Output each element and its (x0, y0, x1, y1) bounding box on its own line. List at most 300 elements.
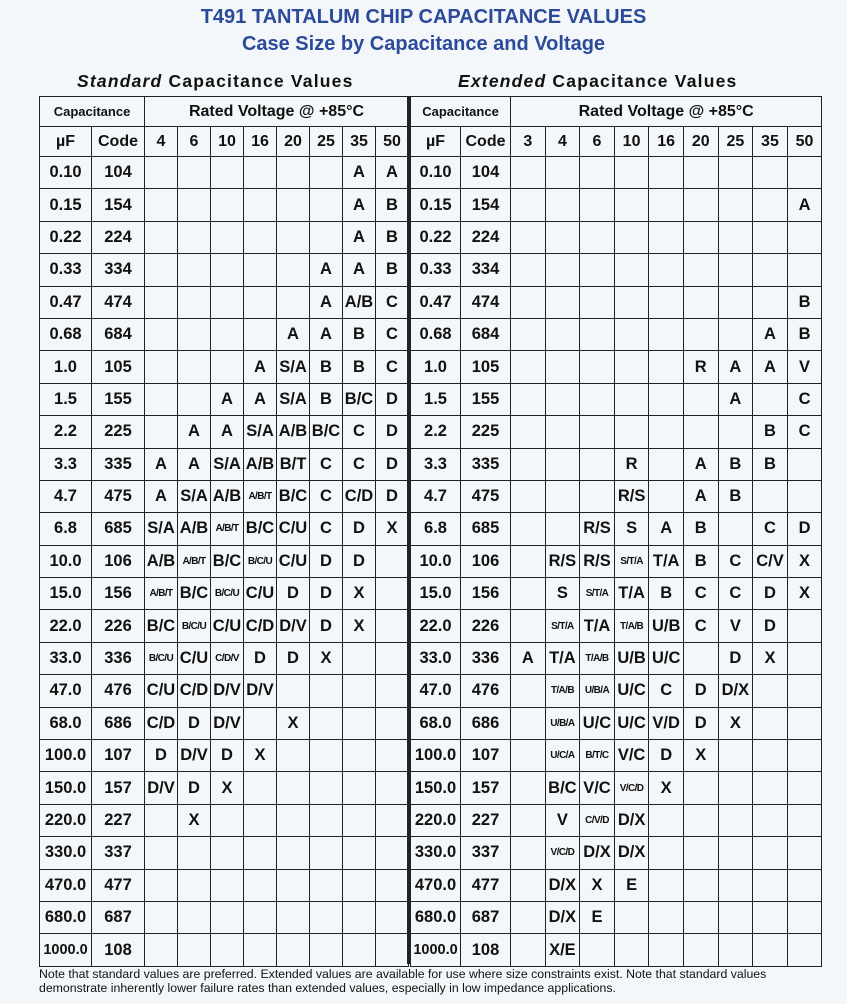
case-size-cell: B (753, 416, 788, 448)
case-size-cell (787, 740, 822, 772)
table-row (411, 804, 822, 836)
case-size-cell: X/E (545, 934, 580, 966)
case-size-cell (580, 254, 615, 286)
table-row (40, 189, 409, 221)
case-size-cell: A (511, 642, 546, 674)
case-size-cell (310, 837, 343, 869)
case-size-cell (178, 869, 211, 901)
case-size-cell (244, 837, 277, 869)
capacitance-code: 476 (92, 675, 145, 707)
case-size-cell: B/C/U (211, 578, 244, 610)
case-size-cell: X (211, 772, 244, 804)
case-size-cell (614, 318, 649, 350)
case-size-cell: B/C (310, 416, 343, 448)
case-size-cell (277, 675, 310, 707)
rated-voltage-header: Rated Voltage @ +85°C (145, 97, 409, 127)
case-size-cell: S (545, 578, 580, 610)
voltage-column-header: 35 (343, 127, 376, 157)
case-size-cell: A (343, 221, 376, 253)
case-size-cell (718, 837, 753, 869)
case-size-cell (649, 837, 684, 869)
table-row (411, 189, 822, 221)
case-size-cell: B/C/U (145, 642, 178, 674)
case-size-cell: C (310, 480, 343, 512)
case-size-cell: D/X (614, 837, 649, 869)
case-size-cell (277, 772, 310, 804)
voltage-column-header: 6 (178, 127, 211, 157)
extended-heading-italic: Extended (458, 71, 547, 91)
case-size-cell (145, 934, 178, 966)
table-row (411, 642, 822, 674)
case-size-cell: D/V (211, 707, 244, 739)
case-size-cell: D (310, 578, 343, 610)
voltage-column-header: 3 (511, 127, 546, 157)
case-size-cell: T/A (614, 578, 649, 610)
case-size-cell (580, 480, 615, 512)
capacitance-value: 4.7 (411, 480, 461, 512)
capacitance-code: 686 (461, 707, 511, 739)
case-size-cell (211, 157, 244, 189)
table-row (40, 869, 409, 901)
case-size-cell (310, 869, 343, 901)
standard-table (39, 96, 409, 967)
capacitance-header: Capacitance (40, 97, 145, 127)
table-row (40, 610, 409, 642)
capacitance-code: 685 (461, 513, 511, 545)
case-size-cell (511, 610, 546, 642)
footnote: Note that standard values are preferred. Extended values are available for use where size constraints exist. Note that standard values demonstrate inherently lower failure rates than extended values, especially in low impedance applications. (39, 967, 767, 995)
case-size-cell (277, 869, 310, 901)
case-size-cell (145, 157, 178, 189)
case-size-cell (787, 934, 822, 966)
case-size-cell (211, 221, 244, 253)
case-size-cell (511, 740, 546, 772)
case-size-cell: T/A/B (580, 642, 615, 674)
case-size-cell: S/A (178, 480, 211, 512)
table-row (411, 448, 822, 480)
case-size-cell: S (614, 513, 649, 545)
capacitance-code: 686 (92, 707, 145, 739)
case-size-cell (649, 221, 684, 253)
case-size-cell (787, 480, 822, 512)
capacitance-value: 680.0 (40, 901, 92, 933)
case-size-cell: D (343, 545, 376, 577)
table-row (411, 837, 822, 869)
case-size-cell (753, 383, 788, 415)
case-size-cell: V/D (649, 707, 684, 739)
extended-heading (458, 71, 737, 92)
case-size-cell: V (545, 804, 580, 836)
case-size-cell (614, 157, 649, 189)
case-size-cell (211, 804, 244, 836)
case-size-cell: X (580, 869, 615, 901)
case-size-cell: A/B/T (145, 578, 178, 610)
case-size-cell (376, 869, 409, 901)
standard-heading (77, 71, 354, 92)
case-size-cell (343, 804, 376, 836)
voltage-column-header: 10 (614, 127, 649, 157)
case-size-cell (718, 286, 753, 318)
table-row (411, 480, 822, 512)
case-size-cell (145, 837, 178, 869)
case-size-cell (753, 740, 788, 772)
case-size-cell (718, 740, 753, 772)
case-size-cell (178, 383, 211, 415)
case-size-cell (376, 642, 409, 674)
case-size-cell: D (376, 480, 409, 512)
table-row (411, 934, 822, 966)
table-row (40, 221, 409, 253)
case-size-cell: B (718, 480, 753, 512)
capacitance-code: 157 (461, 772, 511, 804)
capacitance-code: 687 (461, 901, 511, 933)
capacitance-code: 154 (92, 189, 145, 221)
case-size-cell: U/B (649, 610, 684, 642)
code-header: Code (92, 127, 145, 157)
page-title: T491 TANTALUM CHIP CAPACITANCE VALUES (200, 6, 647, 28)
case-size-cell (787, 157, 822, 189)
voltage-column-header: 50 (376, 127, 409, 157)
capacitance-value: 1.0 (40, 351, 92, 383)
case-size-cell (753, 286, 788, 318)
case-size-cell (753, 480, 788, 512)
case-size-cell: B/C (244, 513, 277, 545)
capacitance-code: 684 (92, 318, 145, 350)
voltage-column-header: 4 (545, 127, 580, 157)
case-size-cell (718, 804, 753, 836)
case-size-cell (545, 480, 580, 512)
case-size-cell: A (343, 189, 376, 221)
case-size-cell (511, 804, 546, 836)
case-size-cell: B/C (343, 383, 376, 415)
capacitance-code: 224 (92, 221, 145, 253)
case-size-cell: X (343, 578, 376, 610)
page-subtitle: Case Size by Capacitance and Voltage (241, 33, 606, 55)
case-size-cell (787, 804, 822, 836)
case-size-cell: A/B/T (178, 545, 211, 577)
case-size-cell: X (310, 642, 343, 674)
case-size-cell (787, 675, 822, 707)
case-size-cell: C/D (145, 707, 178, 739)
case-size-cell (683, 869, 718, 901)
case-size-cell: D/X (614, 804, 649, 836)
case-size-cell (310, 675, 343, 707)
case-size-cell: U/C (580, 707, 615, 739)
case-size-cell (683, 221, 718, 253)
case-size-cell (145, 286, 178, 318)
case-size-cell: U/C (614, 707, 649, 739)
case-size-cell (343, 707, 376, 739)
capacitance-value: 22.0 (411, 610, 461, 642)
case-size-cell: C (310, 513, 343, 545)
case-size-cell (718, 157, 753, 189)
case-size-cell (614, 189, 649, 221)
table-row (411, 610, 822, 642)
case-size-cell: D/X (545, 869, 580, 901)
case-size-cell (343, 837, 376, 869)
case-size-cell (376, 675, 409, 707)
case-size-cell (244, 157, 277, 189)
case-size-cell (649, 480, 684, 512)
table-row (411, 383, 822, 415)
case-size-cell (545, 221, 580, 253)
capacitance-value: 3.3 (411, 448, 461, 480)
case-size-cell: C/U (211, 610, 244, 642)
case-size-cell (753, 804, 788, 836)
case-size-cell (211, 869, 244, 901)
case-size-cell (545, 254, 580, 286)
case-size-cell: C (787, 416, 822, 448)
case-size-cell (511, 675, 546, 707)
case-size-cell (683, 837, 718, 869)
capacitance-code: 335 (92, 448, 145, 480)
case-size-cell (178, 157, 211, 189)
case-size-cell (244, 804, 277, 836)
case-size-cell: A (145, 448, 178, 480)
unit-header: µF (40, 127, 92, 157)
case-size-cell (376, 610, 409, 642)
case-size-cell: A (244, 383, 277, 415)
capacitance-value: 100.0 (411, 740, 461, 772)
case-size-cell: B (310, 383, 343, 415)
case-size-cell (343, 740, 376, 772)
capacitance-code: 155 (461, 383, 511, 415)
capacitance-value: 150.0 (411, 772, 461, 804)
case-size-cell: C/U (244, 578, 277, 610)
table-row (411, 416, 822, 448)
case-size-cell (310, 740, 343, 772)
case-size-cell (683, 901, 718, 933)
table-row (40, 740, 409, 772)
case-size-cell (718, 772, 753, 804)
capacitance-code: 225 (461, 416, 511, 448)
case-size-cell: T/A (580, 610, 615, 642)
case-size-cell (511, 545, 546, 577)
capacitance-code: 108 (461, 934, 511, 966)
capacitance-code: 335 (461, 448, 511, 480)
case-size-cell: X (343, 610, 376, 642)
case-size-cell: U/B/A (580, 675, 615, 707)
case-size-cell (310, 157, 343, 189)
table-divider (407, 96, 410, 964)
case-size-cell: X (178, 804, 211, 836)
case-size-cell: C/U (178, 642, 211, 674)
case-size-cell: S/T/A (545, 610, 580, 642)
case-size-cell (376, 901, 409, 933)
case-size-cell (683, 804, 718, 836)
voltage-column-header: 20 (277, 127, 310, 157)
case-size-cell: S/A (277, 383, 310, 415)
table-row (411, 901, 822, 933)
capacitance-value: 1000.0 (40, 934, 92, 966)
case-size-cell: D (718, 642, 753, 674)
case-size-cell (545, 448, 580, 480)
case-size-cell (211, 286, 244, 318)
case-size-cell (511, 513, 546, 545)
case-size-cell: V/C/D (545, 837, 580, 869)
table-row (40, 804, 409, 836)
case-size-cell (211, 934, 244, 966)
standard-heading-italic: Standard (77, 71, 163, 91)
case-size-cell (753, 869, 788, 901)
case-size-cell: T/A (649, 545, 684, 577)
table-row (40, 383, 409, 415)
case-size-cell: A (753, 351, 788, 383)
capacitance-code: 474 (92, 286, 145, 318)
case-size-cell (753, 934, 788, 966)
code-header: Code (461, 127, 511, 157)
case-size-cell: D (178, 707, 211, 739)
case-size-cell (753, 189, 788, 221)
case-size-cell (511, 772, 546, 804)
case-size-cell: A/B (211, 480, 244, 512)
case-size-cell: D (277, 642, 310, 674)
case-size-cell: E (580, 901, 615, 933)
case-size-cell (718, 189, 753, 221)
case-size-cell (178, 254, 211, 286)
capacitance-value: 0.33 (411, 254, 461, 286)
case-size-cell (376, 740, 409, 772)
case-size-cell (145, 351, 178, 383)
case-size-cell: A/B (277, 416, 310, 448)
table-row (411, 286, 822, 318)
case-size-cell (211, 318, 244, 350)
capacitance-code: 687 (92, 901, 145, 933)
case-size-cell: A (211, 383, 244, 415)
case-size-cell (649, 254, 684, 286)
case-size-cell: C (753, 513, 788, 545)
case-size-cell (511, 351, 546, 383)
case-size-cell: A/B (244, 448, 277, 480)
case-size-cell (545, 351, 580, 383)
case-size-cell: D/V (277, 610, 310, 642)
case-size-cell (753, 837, 788, 869)
case-size-cell (545, 157, 580, 189)
case-size-cell (310, 804, 343, 836)
case-size-cell (343, 869, 376, 901)
capacitance-code: 475 (461, 480, 511, 512)
case-size-cell: C (376, 286, 409, 318)
table-row (411, 513, 822, 545)
case-size-cell (787, 254, 822, 286)
table-row (40, 351, 409, 383)
case-size-cell: D (277, 578, 310, 610)
table-row (40, 480, 409, 512)
case-size-cell: V/C/D (614, 772, 649, 804)
case-size-cell (511, 318, 546, 350)
case-size-cell: R (683, 351, 718, 383)
extended-heading-rest: Capacitance Values (546, 71, 738, 91)
case-size-cell: U/C (614, 675, 649, 707)
capacitance-value: 0.68 (40, 318, 92, 350)
header-row (40, 127, 409, 157)
capacitance-code: 104 (92, 157, 145, 189)
case-size-cell (614, 254, 649, 286)
capacitance-code: 105 (92, 351, 145, 383)
case-size-cell: C/V (753, 545, 788, 577)
capacitance-header: Capacitance (411, 97, 511, 127)
case-size-cell (211, 901, 244, 933)
case-size-cell: A (343, 157, 376, 189)
case-size-cell: D (683, 707, 718, 739)
case-size-cell (178, 351, 211, 383)
capacitance-value: 0.10 (40, 157, 92, 189)
case-size-cell: D (683, 675, 718, 707)
case-size-cell (211, 351, 244, 383)
case-size-cell (511, 934, 546, 966)
case-size-cell: B/C/U (178, 610, 211, 642)
capacitance-code: 685 (92, 513, 145, 545)
case-size-cell (649, 383, 684, 415)
table-row (411, 772, 822, 804)
case-size-cell (511, 416, 546, 448)
case-size-cell: B/C (145, 610, 178, 642)
case-size-cell (649, 934, 684, 966)
capacitance-code: 336 (92, 642, 145, 674)
case-size-cell: B (649, 578, 684, 610)
case-size-cell: A/B (145, 545, 178, 577)
table-row (40, 675, 409, 707)
case-size-cell (545, 318, 580, 350)
case-size-cell: A/B/T (244, 480, 277, 512)
case-size-cell (753, 707, 788, 739)
case-size-cell (277, 740, 310, 772)
case-size-cell: A (178, 416, 211, 448)
case-size-cell (277, 189, 310, 221)
case-size-cell (511, 837, 546, 869)
case-size-cell: D (376, 448, 409, 480)
table-row (40, 837, 409, 869)
case-size-cell: C (376, 318, 409, 350)
case-size-cell (718, 221, 753, 253)
table-row (411, 578, 822, 610)
case-size-cell: A (649, 513, 684, 545)
capacitance-code: 107 (92, 740, 145, 772)
case-size-cell: A (310, 286, 343, 318)
case-size-cell: C/D (178, 675, 211, 707)
case-size-cell (649, 189, 684, 221)
case-size-cell (511, 578, 546, 610)
case-size-cell (545, 189, 580, 221)
case-size-cell (310, 221, 343, 253)
case-size-cell: X (787, 545, 822, 577)
case-size-cell (343, 934, 376, 966)
table-row (411, 869, 822, 901)
capacitance-value: 1.5 (411, 383, 461, 415)
case-size-cell: B/C (211, 545, 244, 577)
case-size-cell: D (310, 610, 343, 642)
case-size-cell: D (145, 740, 178, 772)
case-size-cell: C/V/D (580, 804, 615, 836)
case-size-cell: V (787, 351, 822, 383)
case-size-cell (580, 221, 615, 253)
case-size-cell (683, 934, 718, 966)
capacitance-value: 0.10 (411, 157, 461, 189)
case-size-cell: A/B (178, 513, 211, 545)
table-row (40, 707, 409, 739)
capacitance-value: 15.0 (411, 578, 461, 610)
case-size-cell: B (753, 448, 788, 480)
capacitance-value: 3.3 (40, 448, 92, 480)
case-size-cell: C (343, 448, 376, 480)
capacitance-code: 155 (92, 383, 145, 415)
case-size-cell: B/C/U (244, 545, 277, 577)
capacitance-code: 104 (461, 157, 511, 189)
case-size-cell (649, 448, 684, 480)
voltage-column-header: 25 (718, 127, 753, 157)
voltage-column-header: 16 (244, 127, 277, 157)
case-size-cell (145, 254, 178, 286)
